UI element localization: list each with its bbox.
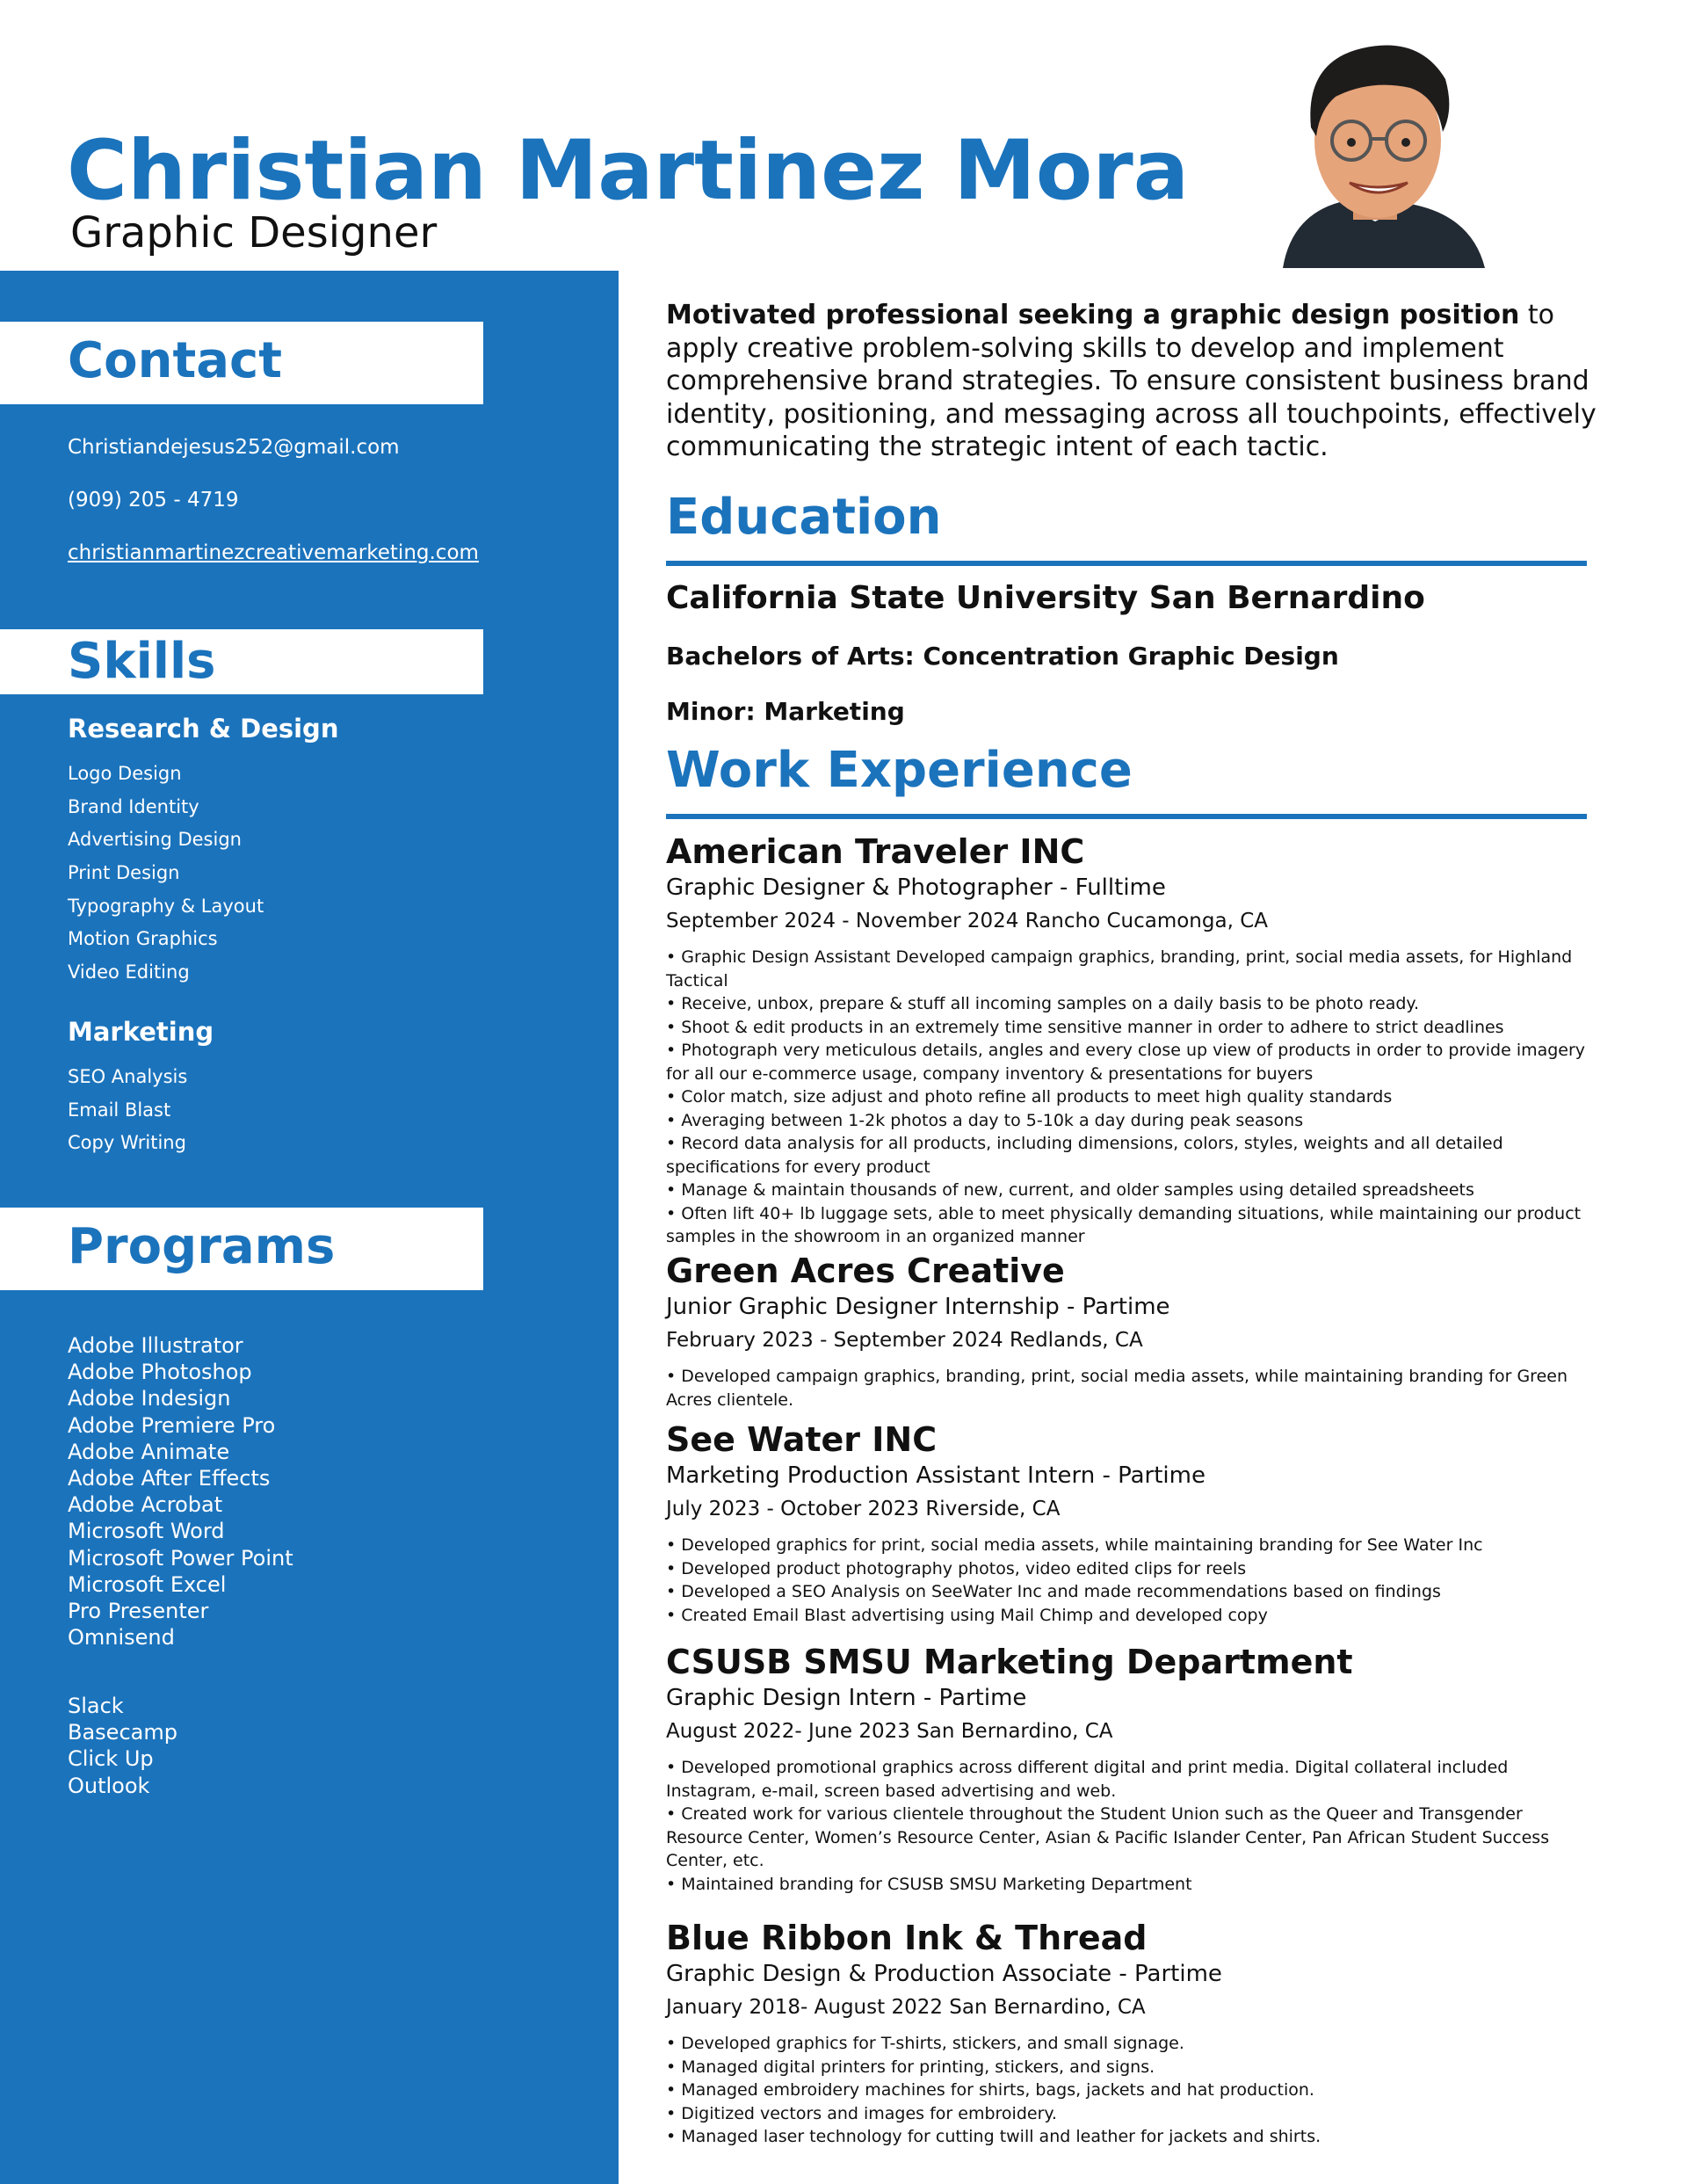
skill-item: SEO Analysis <box>68 1066 188 1087</box>
skill-item: Motion Graphics <box>68 928 218 950</box>
job-bullet: • Graphic Design Assistant Developed campaign graphics, branding, print, social media assets, for Highland Tactical <box>666 947 1573 990</box>
job-company: American Traveler INC <box>666 832 1085 871</box>
education-divider <box>666 561 1587 566</box>
job-bullets <box>666 2032 1597 2149</box>
portrait-illustration <box>1265 26 1502 268</box>
job-dates: September 2024 - November 2024 Rancho Cucamonga, CA <box>666 910 1268 932</box>
job-bullet: • Managed digital printers for printing, stickers, and signs. <box>666 2057 1155 2077</box>
program-item: Adobe Premiere Pro <box>68 1412 276 1438</box>
work-heading: Work Experience <box>666 742 1133 799</box>
job-american-traveler <box>666 831 1597 1249</box>
tools-list <box>68 1693 177 1799</box>
job-bullet: • Record data analysis for all products, including dimensions, colors, styles, weights and all detailed specifications for every product <box>666 1134 1503 1177</box>
job-bullet: • Photograph very meticulous details, angles and every close up view of products in order to provide imagery for all our e-commerce usage, company inventory & presentations for buyers <box>666 1041 1586 1084</box>
job-dates: February 2023 - September 2024 Redlands, CA <box>666 1329 1143 1352</box>
job-bullet: • Developed campaign graphics, branding, print, social media assets, while maintaining branding for Green Acres clientele. <box>666 1367 1568 1410</box>
candidate-name: Christian Martinez Mora <box>67 123 1190 219</box>
programs-heading: Programs <box>68 1218 336 1275</box>
job-role: Graphic Design & Production Associate - Partime <box>666 1961 1222 1987</box>
job-green-acres <box>666 1251 1597 1411</box>
job-bullets <box>666 1534 1597 1627</box>
skill-item: Logo Design <box>68 763 182 784</box>
job-bullet: • Often lift 40+ lb luggage sets, able to meet physically demanding situations, while maintaining our product samples in the showroom in an organized manner <box>666 1203 1582 1246</box>
email-text[interactable]: Christiandejesus252@gmail.com <box>68 436 400 459</box>
marketing-heading: Marketing <box>68 1017 214 1047</box>
job-bullets <box>666 1365 1597 1411</box>
job-bullet: • Receive, unbox, prepare & stuff all incoming samples on a daily basis to be photo ready. <box>666 994 1420 1013</box>
job-bullet: • Developed graphics for print, social media assets, while maintaining branding for See Water Inc <box>666 1535 1483 1555</box>
job-role: Graphic Designer & Photographer - Fulltime <box>666 874 1166 901</box>
job-company: Blue Ribbon Ink & Thread <box>666 1919 1148 1957</box>
program-item: Adobe Indesign <box>68 1386 231 1411</box>
website-link[interactable]: christianmartinezcreativemarketing.com <box>68 541 479 564</box>
programs-heading-band <box>0 1208 483 1290</box>
program-item: Slack <box>68 1694 124 1718</box>
education-minor: Minor: Marketing <box>666 697 905 726</box>
skills-heading-band <box>0 629 483 694</box>
program-item: Outlook <box>68 1773 150 1798</box>
marketing-list <box>68 1061 187 1160</box>
skill-item: Video Editing <box>68 961 190 983</box>
job-bullet: • Developed promotional graphics across different digital and print media. Digital collateral included Instagram, e-mail, screen based advertising and web. <box>666 1758 1509 1801</box>
job-bullet: • Developed graphics for T-shirts, stickers, and small signage. <box>666 2034 1184 2053</box>
phone-text[interactable]: (909) 205 - 4719 <box>68 489 239 512</box>
job-bullet: • Managed embroidery machines for shirts, bags, jackets and hat production. <box>666 2080 1314 2100</box>
job-bullet: • Color match, size adjust and photo refine all products to meet high quality standards <box>666 1087 1393 1107</box>
skill-item: Email Blast <box>68 1099 171 1121</box>
summary-rest: to apply creative problem-solving skills to develop and implement comprehensive brand strategies. To ensure consistent business brand identity, positioning, and messaging across all touchpoints, effectively communicating the strategic intent of each tactic. <box>666 300 1596 462</box>
job-role: Junior Graphic Designer Internship - Partime <box>666 1294 1170 1320</box>
skills-heading: Skills <box>68 633 216 690</box>
job-see-water <box>666 1419 1597 1627</box>
job-company: See Water INC <box>666 1420 938 1459</box>
program-item: Adobe Acrobat <box>68 1492 223 1518</box>
job-blue-ribbon <box>666 1918 1597 2149</box>
program-item: Microsoft Power Point <box>68 1545 293 1571</box>
programs-list <box>68 1332 293 1651</box>
research-design-heading: Research & Design <box>68 714 339 744</box>
sidebar <box>0 271 619 2184</box>
job-dates: January 2018- August 2022 San Bernardino, CA <box>666 1996 1146 2019</box>
skill-item: Print Design <box>68 862 180 884</box>
education-heading: Education <box>666 489 942 546</box>
contact-heading: Contact <box>68 332 282 389</box>
education-school: California State University San Bernardino <box>666 580 1425 616</box>
job-bullet: • Digitized vectors and images for embroidery. <box>666 2103 1057 2123</box>
research-design-list <box>68 758 264 990</box>
program-item: Adobe After Effects <box>68 1465 271 1491</box>
job-bullet: • Shoot & edit products in an extremely time sensitive manner in order to adhere to strict deadlines <box>666 1017 1504 1037</box>
program-item: Pro Presenter <box>68 1598 209 1623</box>
job-bullet: • Created work for various clientele throughout the Student Union such as the Queer and Transgender Resource Center, Women’s Resource Center, Asian & Pacific Islander Center, Pan African Student Success Center, etc. <box>666 1804 1550 1870</box>
program-item: Adobe Photoshop <box>68 1360 252 1385</box>
job-title: Graphic Designer <box>70 208 438 258</box>
job-bullet: • Developed a SEO Analysis on SeeWater Inc and made recommendations based on findings <box>666 1582 1441 1601</box>
job-dates: August 2022- June 2023 San Bernardino, CA <box>666 1720 1113 1743</box>
program-item: Microsoft Word <box>68 1519 225 1544</box>
job-bullets <box>666 946 1597 1249</box>
program-item: Microsoft Excel <box>68 1571 227 1597</box>
job-company: Green Acres Creative <box>666 1252 1065 1290</box>
program-item: Adobe Illustrator <box>68 1333 243 1358</box>
summary-lead: Motivated professional seeking a graphic design position <box>666 300 1520 330</box>
program-item: Click Up <box>68 1746 154 1772</box>
job-bullet: • Manage & maintain thousands of new, current, and older samples using detailed spreadsheets <box>666 1180 1474 1200</box>
contact-heading-band <box>0 322 483 404</box>
skill-item: Advertising Design <box>68 829 242 851</box>
job-company: CSUSB SMSU Marketing Department <box>666 1643 1353 1681</box>
job-csusb-smsu <box>666 1642 1597 1896</box>
job-bullets <box>666 1756 1597 1896</box>
job-bullet: • Created Email Blast advertising using Mail Chimp and developed copy <box>666 1605 1268 1625</box>
skill-item: Copy Writing <box>68 1132 186 1154</box>
summary-paragraph <box>666 299 1597 464</box>
job-role: Marketing Production Assistant Intern - Partime <box>666 1462 1206 1489</box>
skill-item: Brand Identity <box>68 795 199 817</box>
work-divider <box>666 814 1587 819</box>
job-role: Graphic Design Intern - Partime <box>666 1685 1027 1711</box>
job-bullet: • Averaging between 1-2k photos a day to 5-10k a day during peak seasons <box>666 1110 1304 1130</box>
program-item: Adobe Animate <box>68 1439 230 1464</box>
job-bullet: • Maintained branding for CSUSB SMSU Marketing Department <box>666 1874 1192 1894</box>
job-bullet: • Developed product photography photos, video edited clips for reels <box>666 1558 1247 1578</box>
program-item: Omnisend <box>68 1625 175 1651</box>
job-bullet: • Managed laser technology for cutting twill and leather for jackets and shirts. <box>666 2127 1321 2146</box>
program-item: Basecamp <box>68 1720 177 1745</box>
job-dates: July 2023 - October 2023 Riverside, CA <box>666 1498 1061 1520</box>
skill-item: Typography & Layout <box>68 895 264 917</box>
education-degree: Bachelors of Arts: Concentration Graphic Design <box>666 642 1339 671</box>
